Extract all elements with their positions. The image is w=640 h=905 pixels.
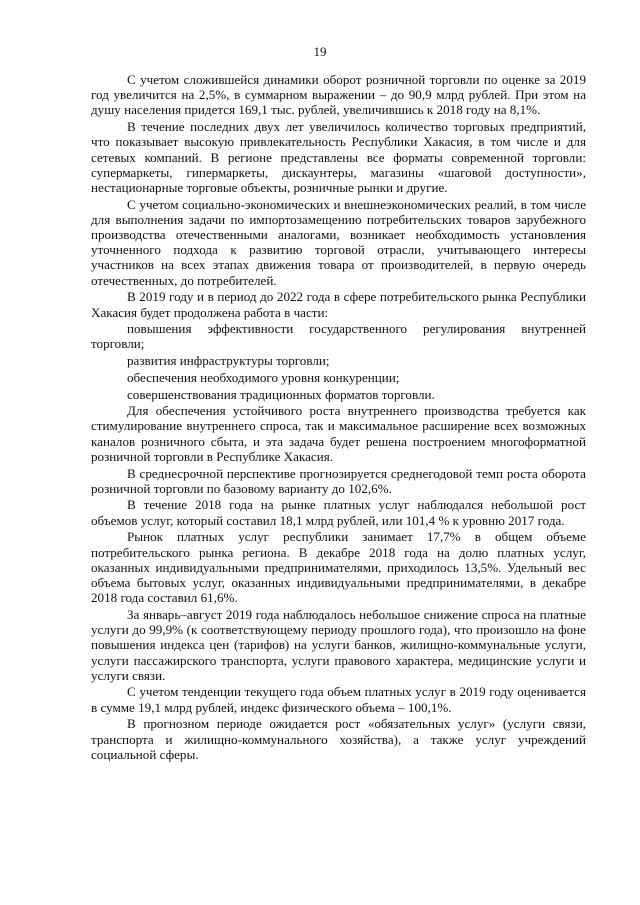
paragraph-forecast-growth: В прогнозном периоде ожидается рост «обязательных услуг» (услуги связи, транспорта и жилищно-коммунального хозяйства), а также услуг учреждений социальной сферы. (91, 716, 586, 762)
paragraph-work-plan-intro: В 2019 году и в период до 2022 года в сфере потребительского рынка Республики Хакасия будет продолжена работа в части: (91, 289, 586, 320)
document-body (91, 72, 586, 763)
paragraph-2019-estimate: С учетом тенденции текущего года объем платных услуг в 2019 году оценивается в сумме 19,1 млрд рублей, индекс физического объема – 100,1%. (91, 684, 586, 715)
list-item: совершенствования традиционных форматов торговли. (127, 386, 435, 402)
paragraph-demand-decline: За январь–август 2019 года наблюдалось небольшое снижение спроса на платные услуги до 99,9% (к соответствующему периоду прошлого года), что произошло на фоне повышения индекса цен (тарифов) на услуги банков, жилищно-коммунальные услуги, услуги пассажирского транспорта, услуги правового характера, медицинские услуги и услуги связи. (91, 606, 586, 683)
page-number: 19 (313, 44, 327, 59)
list-item: развития инфраструктуры торговли; (127, 353, 330, 369)
paragraph-import-substitution: С учетом социально-экономических и внешнеэкономических реалий, в том числе для выполнения задачи по импортозамещению потребительских товаров зарубежного производства отечественными аналогами, возникает необходимость установления уточненного подхода к развитию торговой отрасли, учитывающего интересы участников на всех этапах движения товара от производителей, в первую очередь отечественных, до потребителей. (91, 196, 586, 288)
paragraph-retail-turnover: С учетом сложившейся динамики оборот розничной торговли по оценке за 2019 год увеличится на 2,5%, в суммарном выражении – до 90,9 млрд рублей. При этом на душу населения придется 169,1 тыс. рублей, увеличившись к 2018 году на 8,1%. (91, 72, 586, 118)
list-item: повышения эффективности государственного регулирования внутренней торговли; (91, 321, 586, 352)
paragraph-paid-services-2018: В течение 2018 года на рынке платных услуг наблюдался небольшой рост объемов услуг, который составил 18,1 млрд рублей, или 101,4 % к уровню 2017 года. (91, 497, 586, 528)
paragraph-medium-term-forecast: В среднесрочной перспективе прогнозируется среднегодовой темп роста оборота розничной торговли по базовому варианту до 102,6%. (91, 465, 586, 496)
list-item: обеспечения необходимого уровня конкуренции; (127, 369, 400, 385)
paragraph-paid-services-share: Рынок платных услуг республики занимает 17,7% в общем объеме потребительского рынка региона. В декабре 2018 года на долю платных услуг, оказанных индивидуальными предпринимателями, приходилось 13,5%. Удельный вес объема бытовых услуг, оказанных индивидуальными предпринимателями, в декабре 2018 года составил 61,6%. (91, 529, 586, 606)
paragraph-domestic-production: Для обеспечения устойчивого роста внутреннего производства требуется как стимулирование внутреннего спроса, так и максимальное расширение всех возможных каналов розничного сбыта, и эта задача будет решена построением многоформатной розничной торговли в Республике Хакасия. (91, 403, 586, 464)
paragraph-trade-enterprises: В течение последних двух лет увеличилось количество торговых предприятий, что показывает высокую привлекательность Республики Хакасия, в том числе и для сетевых компаний. В регионе представлены все форматы современной торговли: супермаркеты, гипермаркеты, дискаунтеры, магазины «шаговой доступности», нестационарные торговые объекты, розничные рынки и другие. (91, 119, 586, 195)
